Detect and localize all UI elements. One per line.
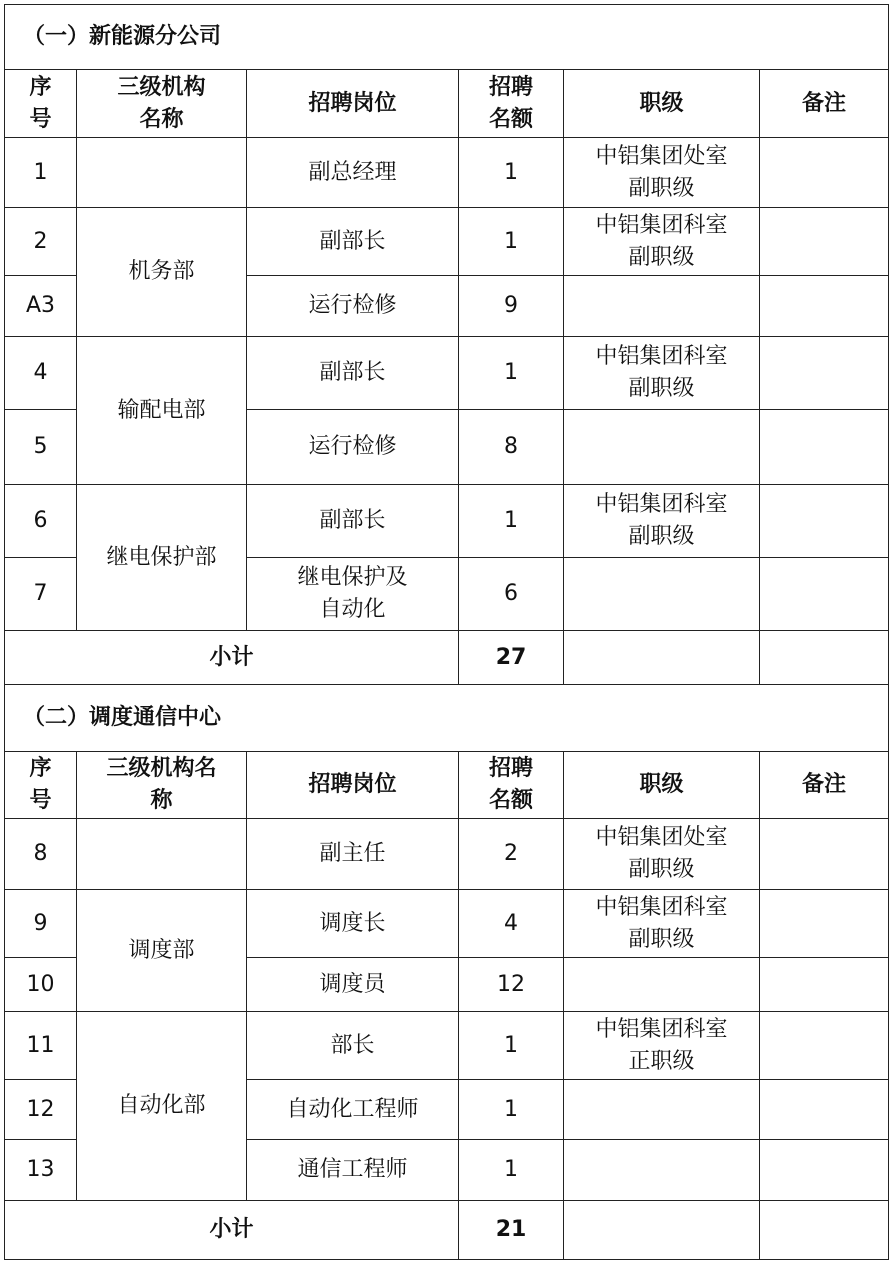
cell-quota: 1 — [459, 1140, 564, 1201]
cell-level — [564, 1201, 760, 1260]
cell-seq: 1 — [5, 138, 77, 208]
cell-post: 通信工程师 — [247, 1140, 459, 1201]
table-row — [5, 485, 889, 558]
cell-org: 输配电部 — [77, 337, 247, 485]
header-seq: 序 号 — [5, 70, 77, 138]
cell-level — [564, 276, 760, 337]
subtotal-value: 27 — [459, 631, 564, 685]
cell-post: 副部长 — [247, 208, 459, 276]
header-note: 备注 — [760, 752, 889, 819]
cell-level: 中铝集团处室 副职级 — [564, 138, 760, 208]
cell-seq: 4 — [5, 337, 77, 410]
cell-seq: 5 — [5, 410, 77, 485]
header-org: 三级机构名 称 — [77, 752, 247, 819]
cell-quota: 4 — [459, 890, 564, 958]
subtotal-label: 小计 — [5, 631, 459, 685]
cell-note — [760, 890, 889, 958]
cell-level — [564, 631, 760, 685]
cell-quota: 1 — [459, 138, 564, 208]
cell-post: 自动化工程师 — [247, 1080, 459, 1140]
cell-level: 中铝集团科室 正职级 — [564, 1012, 760, 1080]
cell-note — [760, 410, 889, 485]
header-seq: 序 号 — [5, 752, 77, 819]
subtotal-row — [5, 1201, 889, 1260]
cell-post: 副部长 — [247, 485, 459, 558]
cell-note — [760, 1140, 889, 1201]
cell-note — [760, 631, 889, 685]
section-title: （二）调度通信中心 — [5, 685, 889, 752]
cell-post: 副部长 — [247, 337, 459, 410]
cell-quota: 1 — [459, 1080, 564, 1140]
header-org: 三级机构 名称 — [77, 70, 247, 138]
cell-quota: 9 — [459, 276, 564, 337]
cell-post: 副主任 — [247, 819, 459, 890]
header-level: 职级 — [564, 70, 760, 138]
cell-level: 中铝集团科室 副职级 — [564, 208, 760, 276]
cell-post: 部长 — [247, 1012, 459, 1080]
header-quota: 招聘 名额 — [459, 70, 564, 138]
cell-post: 运行检修 — [247, 276, 459, 337]
header-post: 招聘岗位 — [247, 70, 459, 138]
cell-note — [760, 819, 889, 890]
header-level: 职级 — [564, 752, 760, 819]
header-post: 招聘岗位 — [247, 752, 459, 819]
cell-level: 中铝集团科室 副职级 — [564, 337, 760, 410]
cell-level: 中铝集团科室 副职级 — [564, 485, 760, 558]
cell-level — [564, 958, 760, 1012]
cell-seq: 2 — [5, 208, 77, 276]
subtotal-value: 21 — [459, 1201, 564, 1260]
cell-post: 运行检修 — [247, 410, 459, 485]
cell-seq: 8 — [5, 819, 77, 890]
cell-level: 中铝集团处室 副职级 — [564, 819, 760, 890]
cell-quota: 1 — [459, 337, 564, 410]
cell-org — [77, 819, 247, 890]
cell-level — [564, 558, 760, 631]
cell-note — [760, 958, 889, 1012]
cell-post: 调度长 — [247, 890, 459, 958]
cell-org: 机务部 — [77, 208, 247, 337]
cell-org: 调度部 — [77, 890, 247, 1012]
cell-note — [760, 208, 889, 276]
header-quota: 招聘 名额 — [459, 752, 564, 819]
cell-note — [760, 138, 889, 208]
cell-quota: 12 — [459, 958, 564, 1012]
cell-seq: 12 — [5, 1080, 77, 1140]
recruitment-table — [4, 4, 889, 1260]
cell-level — [564, 1080, 760, 1140]
header-note: 备注 — [760, 70, 889, 138]
cell-note — [760, 1080, 889, 1140]
cell-quota: 6 — [459, 558, 564, 631]
table-row — [5, 1012, 889, 1080]
cell-note — [760, 276, 889, 337]
cell-note — [760, 558, 889, 631]
cell-note — [760, 1012, 889, 1080]
cell-level — [564, 1140, 760, 1201]
table-row — [5, 208, 889, 276]
cell-quota: 1 — [459, 1012, 564, 1080]
subtotal-label: 小计 — [5, 1201, 459, 1260]
cell-org: 自动化部 — [77, 1012, 247, 1201]
cell-note — [760, 1201, 889, 1260]
cell-level: 中铝集团科室 副职级 — [564, 890, 760, 958]
cell-level — [564, 410, 760, 485]
cell-quota: 8 — [459, 410, 564, 485]
cell-post: 调度员 — [247, 958, 459, 1012]
cell-quota: 1 — [459, 485, 564, 558]
cell-seq: 9 — [5, 890, 77, 958]
cell-seq: 13 — [5, 1140, 77, 1201]
cell-seq: 6 — [5, 485, 77, 558]
subtotal-row — [5, 631, 889, 685]
cell-quota: 2 — [459, 819, 564, 890]
cell-seq: 7 — [5, 558, 77, 631]
cell-note — [760, 485, 889, 558]
cell-seq: 10 — [5, 958, 77, 1012]
cell-seq: A3 — [5, 276, 77, 337]
cell-quota: 1 — [459, 208, 564, 276]
table-row — [5, 138, 889, 208]
cell-org — [77, 138, 247, 208]
table-row — [5, 337, 889, 410]
section-title: （一）新能源分公司 — [5, 5, 889, 70]
cell-note — [760, 337, 889, 410]
cell-org: 继电保护部 — [77, 485, 247, 631]
cell-post: 继电保护及 自动化 — [247, 558, 459, 631]
table-row — [5, 890, 889, 958]
cell-post: 副总经理 — [247, 138, 459, 208]
cell-seq: 11 — [5, 1012, 77, 1080]
table-row — [5, 819, 889, 890]
